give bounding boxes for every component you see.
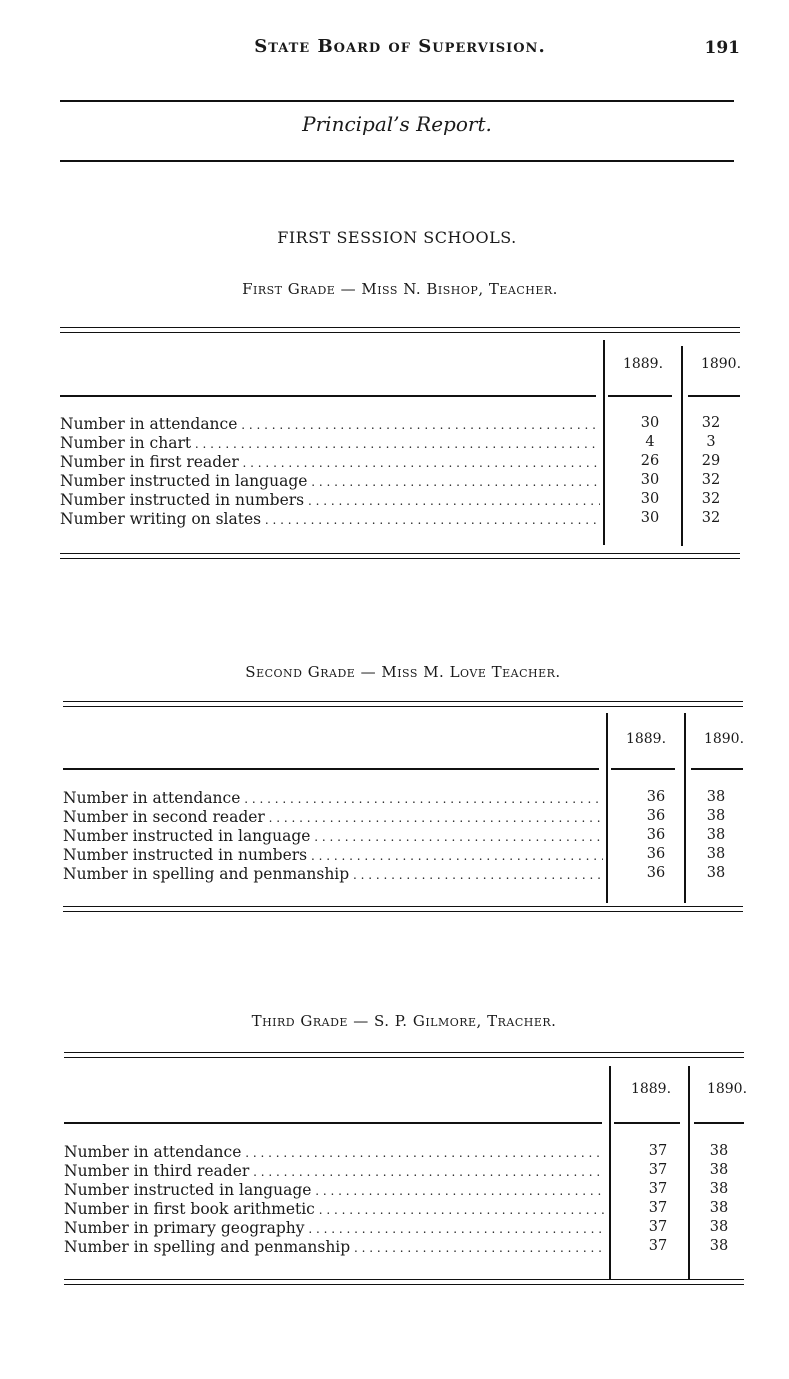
row-label: Number instructed in language . . . bbox=[63, 827, 603, 845]
value-1889: 37 bbox=[648, 1219, 668, 1235]
header-rule bbox=[64, 1122, 602, 1124]
value-1890: 38 bbox=[709, 1143, 729, 1159]
value-1889: 30 bbox=[640, 472, 660, 488]
row-label: Number in first book arithmetic . . . bbox=[64, 1200, 604, 1218]
value-1889: 37 bbox=[648, 1143, 668, 1159]
table-bottom-rule bbox=[60, 553, 740, 559]
value-1889: 37 bbox=[648, 1200, 668, 1216]
value-1890: 38 bbox=[709, 1162, 729, 1178]
page-number: 191 bbox=[704, 38, 740, 58]
row-label: Number instructed in numbers . . . bbox=[60, 491, 600, 509]
header-rule bbox=[688, 395, 740, 397]
header-rule-bottom bbox=[60, 160, 734, 162]
row-label: Number in spelling and penmanship . . . bbox=[63, 865, 603, 883]
header-rule bbox=[63, 768, 599, 770]
section-title: FIRST SESSION SCHOOLS. bbox=[277, 228, 517, 247]
value-1889: 30 bbox=[640, 415, 660, 431]
header-rule bbox=[614, 1122, 680, 1124]
row-label: Number in primary geography . . . bbox=[64, 1219, 604, 1237]
table-third-grade bbox=[64, 1012, 748, 1294]
row-label: Number writing on slates . . . bbox=[60, 510, 600, 528]
value-1890: 32 bbox=[701, 415, 721, 431]
value-1890: 38 bbox=[706, 808, 726, 824]
value-1890: 29 bbox=[701, 453, 721, 469]
value-1890: 38 bbox=[706, 827, 726, 843]
column-header-1890: 1890. bbox=[706, 1081, 748, 1097]
value-1890: 38 bbox=[706, 865, 726, 881]
value-1889: 36 bbox=[646, 827, 666, 843]
value-1890: 38 bbox=[709, 1181, 729, 1197]
header-rule bbox=[694, 1122, 744, 1124]
value-1890: 3 bbox=[706, 434, 716, 450]
table-heading: Third Grade — S. P. Gilmore, Tracher. bbox=[251, 1012, 557, 1030]
value-1889: 37 bbox=[648, 1238, 668, 1254]
value-1889: 37 bbox=[648, 1162, 668, 1178]
column-divider bbox=[606, 713, 608, 903]
value-1890: 38 bbox=[706, 846, 726, 862]
table-top-rule bbox=[60, 327, 740, 333]
row-label: Number in third reader . . . bbox=[64, 1162, 604, 1180]
header-rule bbox=[691, 768, 743, 770]
table-heading: First Grade — Miss N. Bishop, Teacher. bbox=[242, 280, 558, 298]
column-header-1889: 1889. bbox=[622, 356, 664, 372]
table-first-grade bbox=[60, 280, 740, 565]
value-1890: 38 bbox=[706, 789, 726, 805]
row-label: Number in attendance . . . bbox=[64, 1143, 604, 1161]
table-second-grade bbox=[63, 663, 743, 918]
value-1889: 26 bbox=[640, 453, 660, 469]
value-1890: 38 bbox=[709, 1200, 729, 1216]
value-1890: 38 bbox=[709, 1238, 729, 1254]
table-top-rule bbox=[63, 701, 743, 707]
value-1890: 38 bbox=[709, 1219, 729, 1235]
running-head bbox=[60, 36, 740, 66]
header-rule-top bbox=[60, 100, 734, 102]
value-1890: 32 bbox=[701, 472, 721, 488]
table-bottom-rule bbox=[63, 906, 743, 912]
column-header-1890: 1890. bbox=[700, 356, 742, 372]
row-label: Number in attendance . . . bbox=[63, 789, 603, 807]
row-label: Number in attendance . . . bbox=[60, 415, 600, 433]
value-1889: 4 bbox=[645, 434, 655, 450]
page-subhead: Principal’s Report. bbox=[302, 112, 492, 136]
row-label: Number instructed in numbers . . . bbox=[63, 846, 603, 864]
header-rule bbox=[611, 768, 675, 770]
column-header-1889: 1889. bbox=[625, 731, 667, 747]
value-1889: 30 bbox=[640, 491, 660, 507]
value-1890: 32 bbox=[701, 491, 721, 507]
column-divider bbox=[603, 340, 605, 545]
value-1889: 30 bbox=[640, 510, 660, 526]
row-label: Number in second reader . . . bbox=[63, 808, 603, 826]
value-1889: 36 bbox=[646, 865, 666, 881]
row-label: Number in chart . . . bbox=[60, 434, 600, 452]
header-rule bbox=[608, 395, 672, 397]
value-1889: 36 bbox=[646, 808, 666, 824]
value-1889: 36 bbox=[646, 789, 666, 805]
running-title: State Board of Supervision. bbox=[254, 36, 546, 57]
column-header-1889: 1889. bbox=[630, 1081, 672, 1097]
table-heading: Second Grade — Miss M. Love Teacher. bbox=[245, 663, 561, 681]
value-1889: 37 bbox=[648, 1181, 668, 1197]
value-1890: 32 bbox=[701, 510, 721, 526]
row-label: Number in spelling and penmanship . . . bbox=[64, 1238, 604, 1256]
column-header-1890: 1890. bbox=[703, 731, 745, 747]
table-top-rule bbox=[64, 1052, 744, 1058]
column-divider bbox=[609, 1066, 611, 1280]
header-rule bbox=[60, 395, 596, 397]
table-bottom-rule bbox=[64, 1279, 744, 1285]
value-1889: 36 bbox=[646, 846, 666, 862]
row-label: Number instructed in language . . . bbox=[60, 472, 600, 490]
row-label: Number instructed in language . . . bbox=[64, 1181, 604, 1199]
row-label: Number in first reader . . . bbox=[60, 453, 600, 471]
